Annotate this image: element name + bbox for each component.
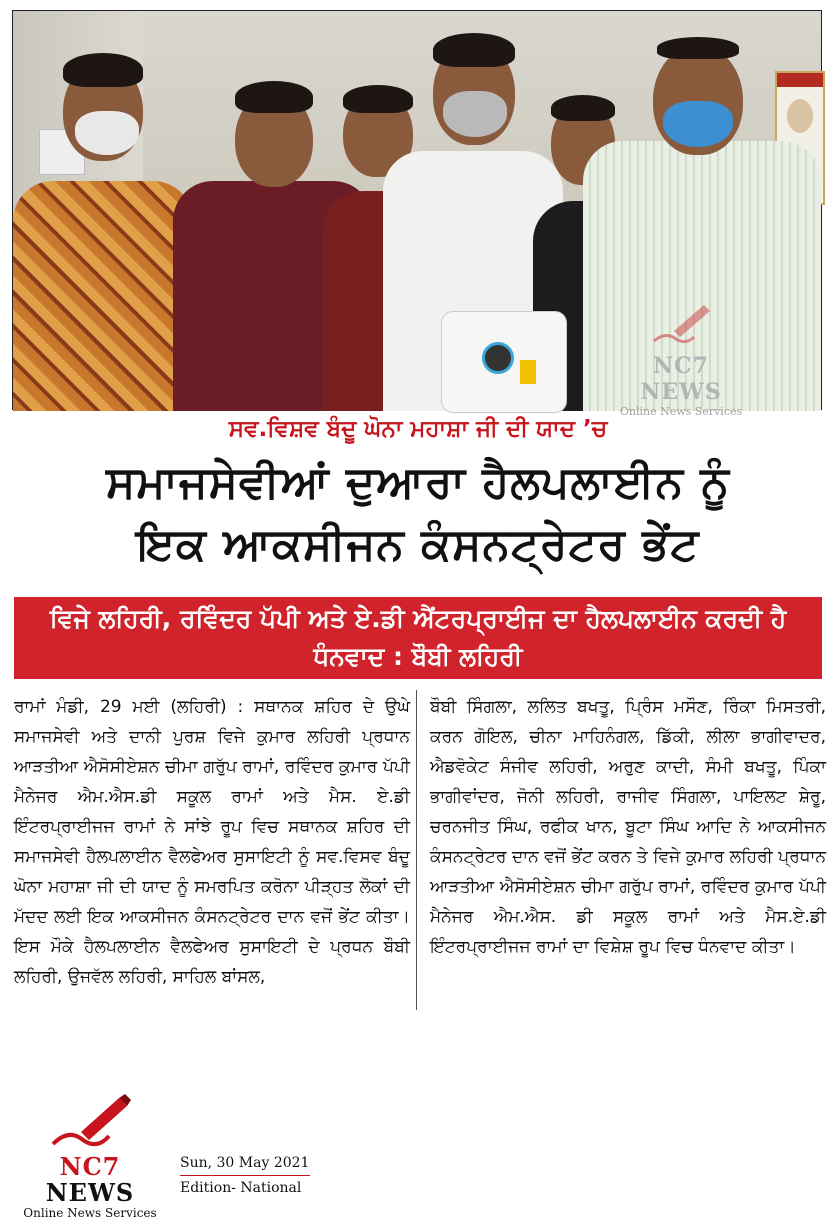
- body-column-right: ਬੌਬੀ ਸਿੰਗਲਾ, ਲਲਿਤ ਬਖਤੂ, ਪ੍ਰਿੰਸ ਮਸੌਣ, ਰਿੰਕਾ ਮਿਸਤਰੀ, ਕਰਨ ਗੋਇਲ, ਚੀਨਾ ਮਾਹਿਨੰਗਲ, ਡਿੱਕੀ, ਲੀਲਾ ਭਾਗੀਵਾਦਰ, ਐਡਵੋਕੇਟ ਸੰਜੀਵ ਲਹਿਰੀ, ਅਰੁਣ ਕਾਦੀ, ਸੰਮੀ ਬਖਤੂ, ਪਿੰਕਾ ਭਾਗੀਵਾਂਦਰ, ਜੋਨੀ ਲਹਿਰੀ, ਰਾਜੀਵ ਸਿੰਗਲਾ, ਪਾਇਲਟ ਸ਼ੇਰੂ, ਚਰਨਜੀਤ ਸਿੰਘ, ਰਫੀਕ ਖਾਨ, ਬੂਟਾ ਸਿੰਘ ਆਦਿ ਨੇ ਆਕਸੀਜਨ ਕੰਸਨਟ੍ਰੇਟਰ ਦਾਨ ਵਜੋਂ ਭੇਂਟ ਕਰਨ ਤੇ ਵਿਜੇ ਕੁਮਾਰ ਲਹਿਰੀ ਪ੍ਰਧਾਨ ਆੜਤੀਆ ਐਸੋਸੀਏਸ਼ਨ ਚੀਮਾ ਗਰੁੱਪ ਰਾਮਾਂ, ਰਵਿੰਦਰ ਕੁਮਾਰ ਪੱਪੀ ਮੈਨੇਜਰ ਐਮ.ਐਸ. ਡੀ ਸਕੂਲ ਰਾਮਾਂ ਅਤੇ ਮੈਸ.ਏ.ਡੀ ਇੰਟਰਪ੍ਰਾਈਜਜ ਰਾਮਾਂ ਦਾ ਵਿਸ਼ੇਸ਼ ਰੂਪ ਵਿਚ ਧੰਨਵਾਦ ਕੀਤਾ।: [430, 697, 826, 957]
- footer-logo: [14, 1092, 166, 1220]
- footer-logo-name: [14, 1154, 166, 1206]
- watermark-name: NC7 NEWS: [640, 353, 722, 405]
- footer-logo-tagline: Online News Services: [23, 1206, 157, 1220]
- pen-logo-icon: [646, 301, 716, 349]
- logo-nc7: NC7: [59, 1152, 121, 1181]
- subhead-banner: [14, 597, 822, 679]
- body-column-left: ਰਾਮਾਂ ਮੰਡੀ, 29 ਮਈ (ਲਹਿਰੀ) : ਸਥਾਨਕ ਸ਼ਹਿਰ ਦੇ ਉਘੇ ਸਮਾਜਸੇਵੀ ਅਤੇ ਦਾਨੀ ਪੁਰਸ਼ ਵਿਜੇ ਕੁਮਾਰ ਲਹਿਰੀ ਪ੍ਰਧਾਨ ਆੜਤੀਆ ਐਸੋਸੀਏਸ਼ਨ ਚੀਮਾ ਗਰੁੱਪ ਰਾਮਾਂ, ਰਵਿੰਦਰ ਕੁਮਾਰ ਪੱਪੀ ਮੈਨੇਜਰ ਐਮ.ਐਸ.ਡੀ ਸਕੂਲ ਰਾਮਾਂ ਅਤੇ ਮੈਸ. ਏ.ਡੀ ਇੰਟਰਪ੍ਰਾਈਜਜ ਰਾਮਾਂ ਨੇ ਸਾਂਝੇ ਰੂਪ ਵਿਚ ਸਥਾਨਕ ਸ਼ਹਿਰ ਦੀ ਸਮਾਜਸੇਵੀ ਹੈਲਪਲਾਈਨ ਵੈਲਫੇਅਰ ਸੁਸਾਇਟੀ ਨੂੰ ਸਵ.ਵਿਸਵ ਬੰਦੂ ਘੋਨਾ ਮਹਾਸ਼ਾ ਜੀ ਦੀ ਯਾਦ ਨੂੰ ਸਮਰਪਿਤ ਕਰੋਨਾ ਪੀੜ੍ਹਤ ਲੋਕਾਂ ਦੀ ਮੱਦਦ ਲਈ ਇਕ ਆਕਸੀਜਨ ਕੰਸਨਟ੍ਰੇਟਰ ਦਾਨ ਵਜੋਂ ਭੇਂਟ ਕੀਤਾ। ਇਸ ਮੌਕੇ ਹੈਲਪਲਾਈਨ ਵੈਲਫੇਅਰ ਸੁਸਾਇਟੀ ਦੇ ਪ੍ਰਧਨ ਬੌਬੀ ਲਹਿਰੀ, ਉਜਵੱਲ ਲਹਿਰੀ, ਸਾਹਿਲ ਬਾਂਸਲ,: [14, 697, 410, 987]
- headline-line-1: ਸਮਾਜਸੇਵੀਆਂ ਦੁਆਰਾ ਹੈਲਪਲਾਈਨ ਨੂੰ: [106, 457, 730, 508]
- headline: [20, 452, 816, 576]
- watermark-tagline: Online News Services: [619, 405, 743, 418]
- edition-label: Edition- National: [180, 1180, 302, 1196]
- oxygen-concentrator: [441, 311, 567, 413]
- kicker: ਸਵ.ਵਿਸ਼ਵ ਬੰਦੂ ਘੋਨਾ ਮਹਾਸ਼ਾ ਜੀ ਦੀ ਯਾਦ ’ਚ: [228, 416, 608, 442]
- logo-news: NEWS: [45, 1178, 135, 1207]
- person-1: [13, 51, 193, 411]
- edition-date: Sun, 30 May 2021: [180, 1155, 310, 1171]
- pen-logo-icon: [47, 1092, 133, 1154]
- headline-line-2: ਇਕ ਆਕਸੀਜਨ ਕੰਸਨਟ੍ਰੇਟਰ ਭੇਂਟ: [136, 519, 700, 570]
- news-photo: [12, 10, 822, 418]
- footer-meta: [180, 1152, 310, 1199]
- photo-watermark: [611, 301, 751, 418]
- column-divider: [416, 690, 417, 1010]
- footer-rule: [180, 1175, 310, 1176]
- subhead-text: ਵਿਜੇ ਲਹਿਰੀ, ਰਵਿੰਦਰ ਪੱਪੀ ਅਤੇ ਏ.ਡੀ ਐਂਟਰਪ੍ਰਾਈਜ ਦਾ ਹੈਲਪਲਾਈਨ ਕਰਦੀ ਹੈ ਧੰਨਵਾਦ : ਬੌਬੀ ਲਹਿਰੀ: [49, 604, 787, 671]
